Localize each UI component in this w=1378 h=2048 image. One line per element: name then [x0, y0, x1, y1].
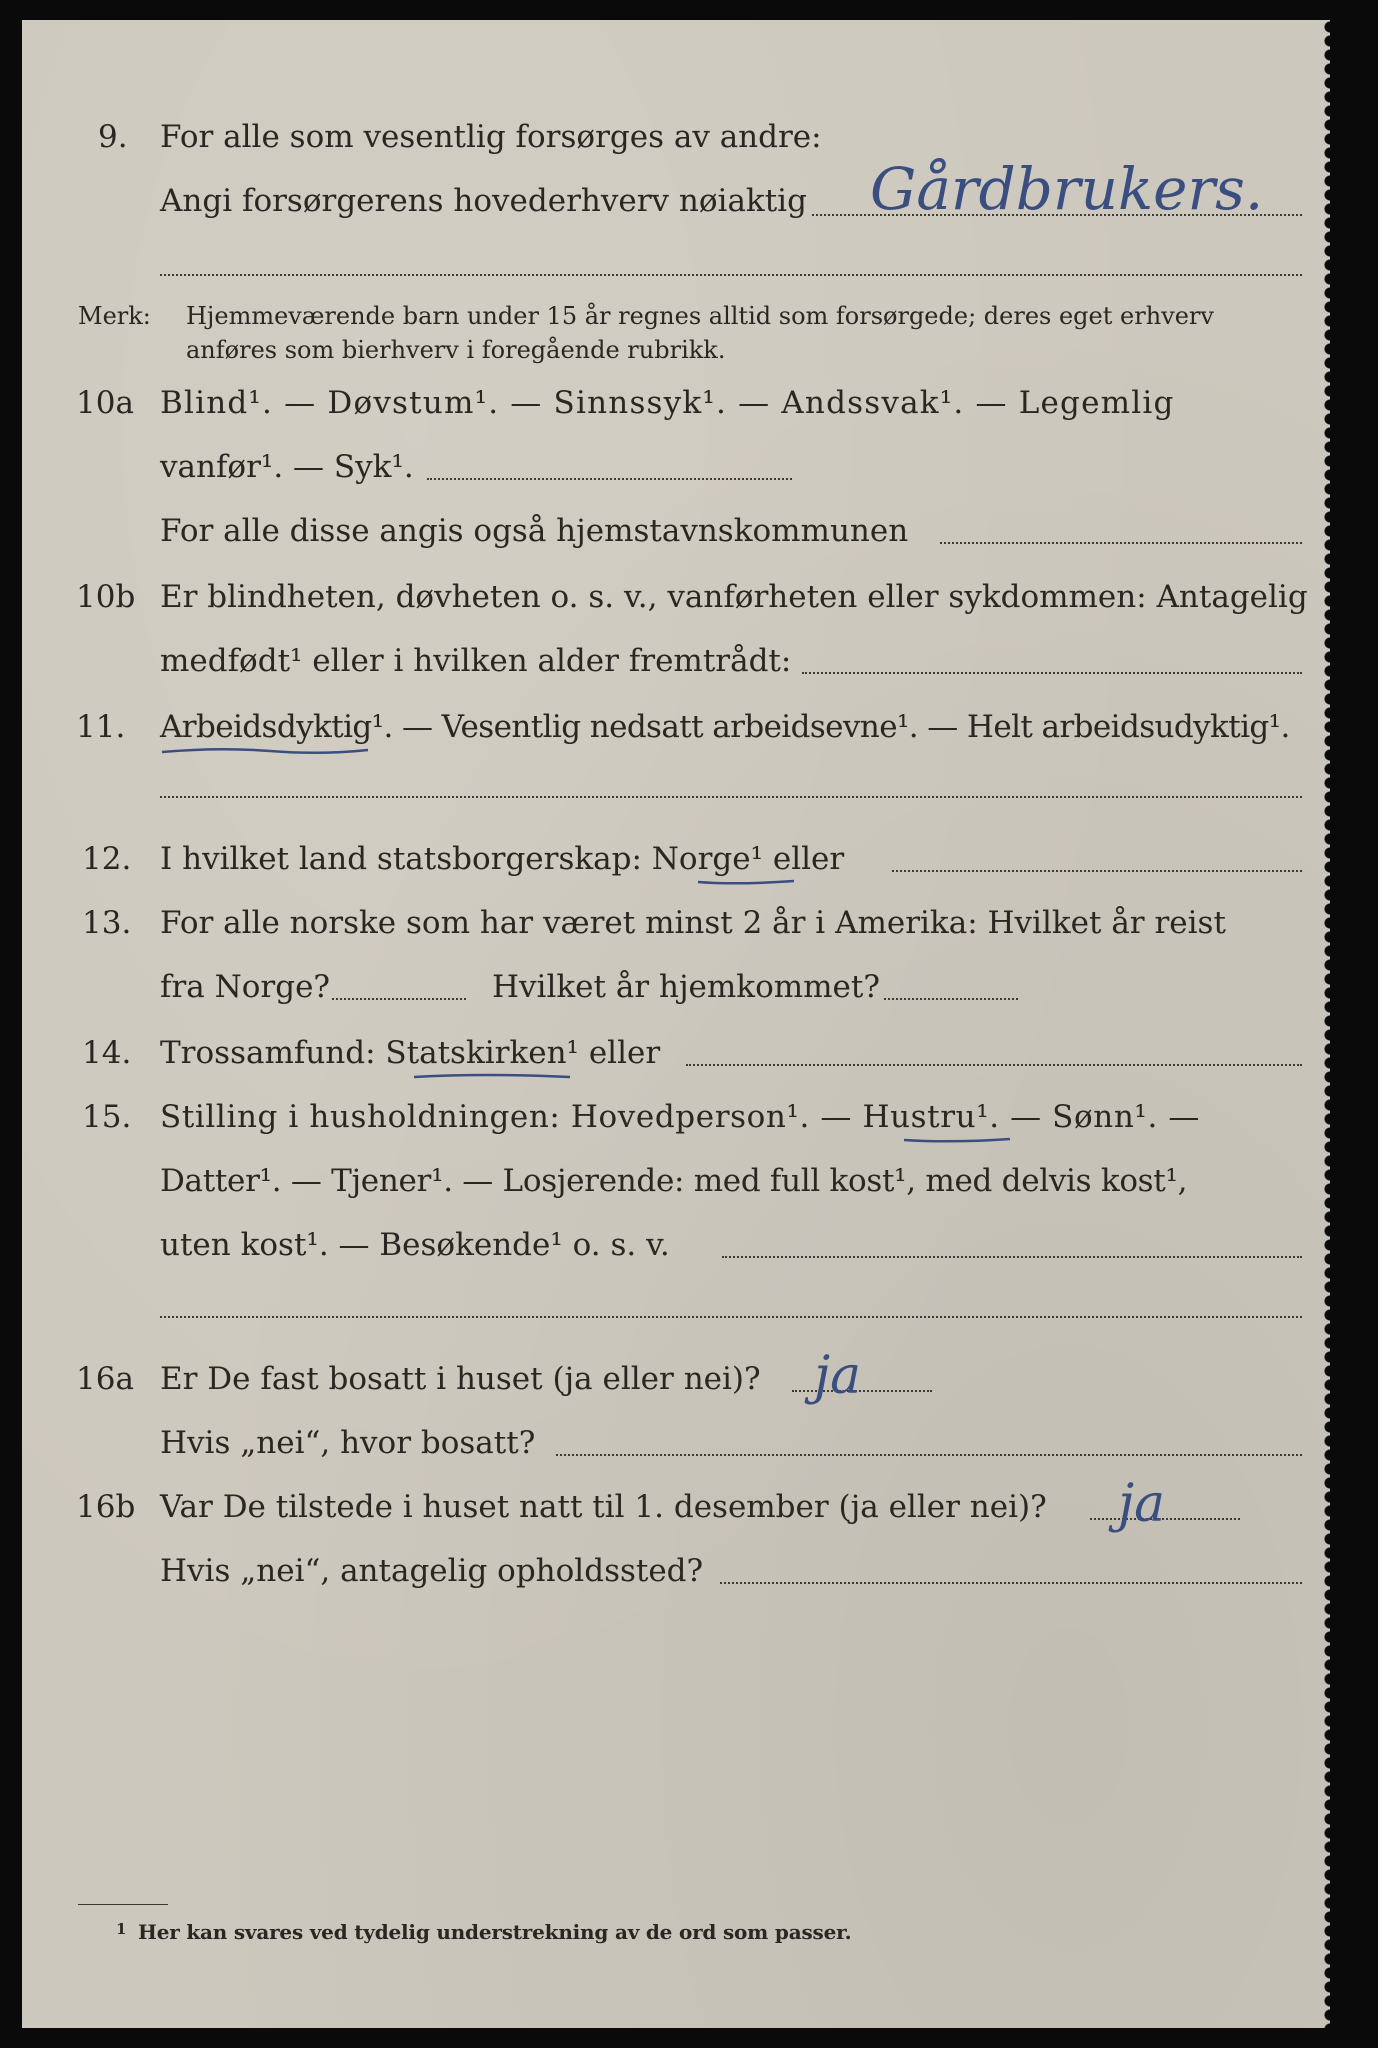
q16a-line1: Er De fast bosatt i huset (ja eller nei)?	[160, 1361, 761, 1397]
q16b-handwritten-answer: ja	[1118, 1474, 1166, 1534]
q9-number: 9.	[98, 119, 128, 155]
q13-number: 13.	[82, 905, 132, 941]
q16a-handwritten-answer: ja	[814, 1346, 862, 1406]
q10b-answer-line	[802, 672, 1302, 674]
q15-extra-line	[160, 1316, 1302, 1318]
q9-line1: For alle som vesentlig forsørges av andre:	[160, 119, 822, 155]
q14-number: 14.	[82, 1035, 132, 1071]
q10b-line2: medfødt¹ eller i hvilken alder fremtrådt:	[160, 643, 792, 679]
q10a-kommune-line	[940, 542, 1302, 544]
q14-answer-line	[686, 1064, 1302, 1066]
q13-line2b: Hvilket år hjemkommet?	[492, 969, 880, 1005]
q15-line3: uten kost¹. — Besøkende¹ o. s. v.	[160, 1227, 670, 1263]
q11-line1: Arbeidsdyktig¹. — Vesentlig nedsatt arbeidsevne¹. — Helt arbeidsudyktig¹.	[160, 709, 1290, 745]
q14-line1: Trossamfund: Statskirken¹ eller	[160, 1035, 661, 1071]
q11-underline-mark	[160, 744, 370, 756]
footnote-rule	[78, 1904, 168, 1905]
q15-underline-mark	[902, 1134, 1012, 1146]
q12-answer-line	[892, 870, 1302, 872]
q16a-number: 16a	[76, 1361, 134, 1397]
q12-line1: I hvilket land statsborgerskap: Norge¹ eller	[160, 841, 845, 877]
q11-extra-line	[160, 796, 1302, 798]
merk-label: Merk:	[78, 302, 151, 330]
q9-handwritten-answer: Gårdbrukers.	[870, 155, 1264, 223]
q15-number: 15.	[82, 1099, 132, 1135]
q11-number: 11.	[76, 709, 126, 745]
footnote-text: Her kan svares ved tydelig understrekning av de ord som passer.	[138, 1920, 852, 1944]
perforated-edge	[1316, 20, 1330, 2028]
q16b-opholdssted-line	[720, 1582, 1302, 1584]
q16b-number: 16b	[76, 1489, 136, 1525]
footnote-mark: 1	[116, 1920, 127, 1938]
q10a-line3: For alle disse angis også hjemstavnskommunen	[160, 513, 909, 549]
q14-underline-mark	[412, 1070, 572, 1082]
q13-reist-line	[332, 998, 466, 1000]
q10a-line2: vanfør¹. — Syk¹.	[160, 449, 414, 485]
q16b-line1: Var De tilstede i huset natt til 1. desember (ja eller nei)?	[160, 1489, 1047, 1525]
census-form-page	[22, 20, 1330, 2028]
q15-line1: Stilling i husholdningen: Hovedperson¹. — Hustru¹. — Sønn¹. —	[160, 1099, 1200, 1135]
q9-extra-line	[160, 274, 1302, 276]
q13-hjemkommet-line	[884, 998, 1018, 1000]
q10a-syk-line	[427, 478, 792, 480]
q16b-line2: Hvis „nei“, antagelig opholdssted?	[160, 1553, 704, 1589]
q16a-answer-line	[792, 1390, 932, 1392]
q10a-number: 10a	[76, 385, 134, 421]
q15-answer-line	[722, 1256, 1302, 1258]
q12-number: 12.	[82, 841, 132, 877]
merk-line2: anføres som bierhverv i foregående rubrikk.	[186, 336, 726, 364]
q10a-line1: Blind¹. — Døvstum¹. — Sinnssyk¹. — Andssvak¹. — Legemlig	[160, 385, 1175, 421]
q10b-line1: Er blindheten, døvheten o. s. v., vanførheten eller sykdommen: Antagelig	[160, 579, 1308, 615]
q16a-line2: Hvis „nei“, hvor bosatt?	[160, 1425, 536, 1461]
q15-line2: Datter¹. — Tjener¹. — Losjerende: med full kost¹, med delvis kost¹,	[160, 1163, 1188, 1199]
q12-underline-mark	[696, 876, 796, 888]
q13-line2a: fra Norge?	[160, 969, 331, 1005]
q9-line2: Angi forsørgerens hovederhverv nøiaktig	[160, 183, 807, 219]
q13-line1: For alle norske som har været minst 2 år i Amerika: Hvilket år reist	[160, 905, 1226, 941]
q16a-bosatt-line	[556, 1454, 1302, 1456]
q10b-number: 10b	[76, 579, 136, 615]
merk-line1: Hjemmeværende barn under 15 år regnes alltid som forsørgede; deres eget erhverv	[186, 302, 1214, 330]
